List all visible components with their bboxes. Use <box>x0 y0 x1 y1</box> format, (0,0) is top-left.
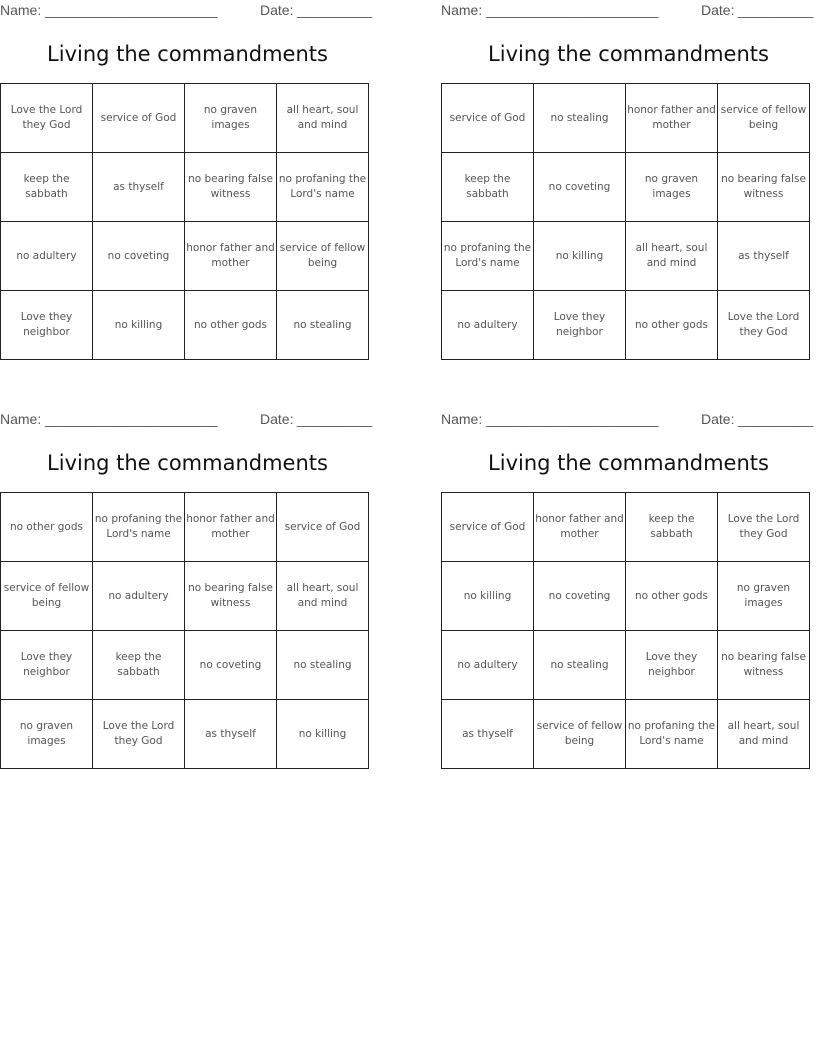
card-title: Living the commandments <box>47 451 328 475</box>
bingo-grid <box>0 492 369 769</box>
grid-cell: keep the sabbath <box>1 153 93 222</box>
grid-row <box>1 493 369 562</box>
card-header <box>441 2 816 20</box>
grid-cell: service of God <box>442 493 534 562</box>
name-line: _______________________ <box>486 2 659 18</box>
grid-cell: no coveting <box>534 562 626 631</box>
date-line: __________ <box>297 411 372 427</box>
grid-row <box>1 84 369 153</box>
date-label: Date: <box>701 411 735 427</box>
grid-row <box>442 493 810 562</box>
grid-cell: no graven images <box>185 84 277 153</box>
grid-row <box>1 222 369 291</box>
grid-cell: no killing <box>534 222 626 291</box>
date-line: __________ <box>738 411 813 427</box>
card-header <box>0 2 375 20</box>
grid-cell: as thyself <box>442 700 534 769</box>
grid-cell: all heart, soul and mind <box>277 84 369 153</box>
grid-cell: all heart, soul and mind <box>626 222 718 291</box>
grid-cell: no bearing false witness <box>718 153 810 222</box>
name-line: _______________________ <box>486 411 659 427</box>
grid-cell: no profaning the Lord's name <box>93 493 185 562</box>
grid-cell: as thyself <box>718 222 810 291</box>
grid-cell: all heart, soul and mind <box>277 562 369 631</box>
grid-cell: Love the Lord they God <box>718 291 810 360</box>
grid-row <box>442 222 810 291</box>
grid-cell: service of God <box>93 84 185 153</box>
grid-cell: no graven images <box>626 153 718 222</box>
grid-row <box>442 700 810 769</box>
grid-cell: service of fellow being <box>277 222 369 291</box>
grid-cell: no bearing false witness <box>185 562 277 631</box>
card-header <box>0 411 375 429</box>
grid-cell: Love they neighbor <box>1 291 93 360</box>
grid-cell: keep the sabbath <box>93 631 185 700</box>
grid-cell: no bearing false witness <box>718 631 810 700</box>
grid-row <box>442 84 810 153</box>
bingo-grid <box>441 83 810 360</box>
grid-cell: no other gods <box>626 291 718 360</box>
grid-cell: honor father and mother <box>626 84 718 153</box>
grid-cell: no graven images <box>718 562 810 631</box>
grid-cell: Love the Lord they God <box>93 700 185 769</box>
grid-cell: no coveting <box>534 153 626 222</box>
grid-cell: all heart, soul and mind <box>718 700 810 769</box>
date-label: Date: <box>260 2 294 18</box>
date-label: Date: <box>701 2 735 18</box>
bingo-grid <box>0 83 369 360</box>
grid-cell: no stealing <box>277 631 369 700</box>
grid-cell: no stealing <box>534 84 626 153</box>
grid-cell: no profaning the Lord's name <box>626 700 718 769</box>
name-label: Name: <box>0 2 42 18</box>
date-line: __________ <box>738 2 813 18</box>
grid-row <box>442 291 810 360</box>
grid-cell: no other gods <box>626 562 718 631</box>
name-label: Name: <box>0 411 42 427</box>
grid-cell: Love they neighbor <box>534 291 626 360</box>
grid-cell: no killing <box>442 562 534 631</box>
card-header <box>441 411 816 429</box>
bingo-grid <box>441 492 810 769</box>
grid-cell: no killing <box>277 700 369 769</box>
grid-cell: no adultery <box>93 562 185 631</box>
grid-cell: no graven images <box>1 700 93 769</box>
date-line: __________ <box>297 2 372 18</box>
grid-cell: no adultery <box>442 631 534 700</box>
grid-cell: no adultery <box>1 222 93 291</box>
card-title: Living the commandments <box>47 42 328 66</box>
grid-cell: no stealing <box>277 291 369 360</box>
name-label: Name: <box>441 411 483 427</box>
grid-cell: honor father and mother <box>185 493 277 562</box>
grid-row <box>442 153 810 222</box>
grid-row <box>1 153 369 222</box>
name-line: _______________________ <box>45 2 218 18</box>
grid-cell: as thyself <box>185 700 277 769</box>
grid-cell: no stealing <box>534 631 626 700</box>
grid-cell: Love they neighbor <box>626 631 718 700</box>
grid-row <box>1 700 369 769</box>
grid-cell: service of fellow being <box>534 700 626 769</box>
card-title: Living the commandments <box>488 451 769 475</box>
grid-cell: service of God <box>442 84 534 153</box>
grid-cell: Love the Lord they God <box>1 84 93 153</box>
grid-row <box>1 631 369 700</box>
grid-row <box>442 562 810 631</box>
grid-cell: no killing <box>93 291 185 360</box>
grid-cell: keep the sabbath <box>442 153 534 222</box>
grid-cell: no other gods <box>185 291 277 360</box>
grid-row <box>1 562 369 631</box>
grid-row <box>442 631 810 700</box>
grid-cell: service of fellow being <box>1 562 93 631</box>
grid-cell: no coveting <box>93 222 185 291</box>
grid-cell: no other gods <box>1 493 93 562</box>
grid-cell: no adultery <box>442 291 534 360</box>
name-line: _______________________ <box>45 411 218 427</box>
grid-cell: no profaning the Lord's name <box>277 153 369 222</box>
name-label: Name: <box>441 2 483 18</box>
date-label: Date: <box>260 411 294 427</box>
grid-cell: keep the sabbath <box>626 493 718 562</box>
grid-cell: no profaning the Lord's name <box>442 222 534 291</box>
grid-cell: no bearing false witness <box>185 153 277 222</box>
grid-cell: service of God <box>277 493 369 562</box>
grid-cell: Love the Lord they God <box>718 493 810 562</box>
grid-cell: no coveting <box>185 631 277 700</box>
grid-row <box>1 291 369 360</box>
grid-cell: service of fellow being <box>718 84 810 153</box>
card-title: Living the commandments <box>488 42 769 66</box>
grid-cell: as thyself <box>93 153 185 222</box>
grid-cell: Love they neighbor <box>1 631 93 700</box>
grid-cell: honor father and mother <box>185 222 277 291</box>
grid-cell: honor father and mother <box>534 493 626 562</box>
